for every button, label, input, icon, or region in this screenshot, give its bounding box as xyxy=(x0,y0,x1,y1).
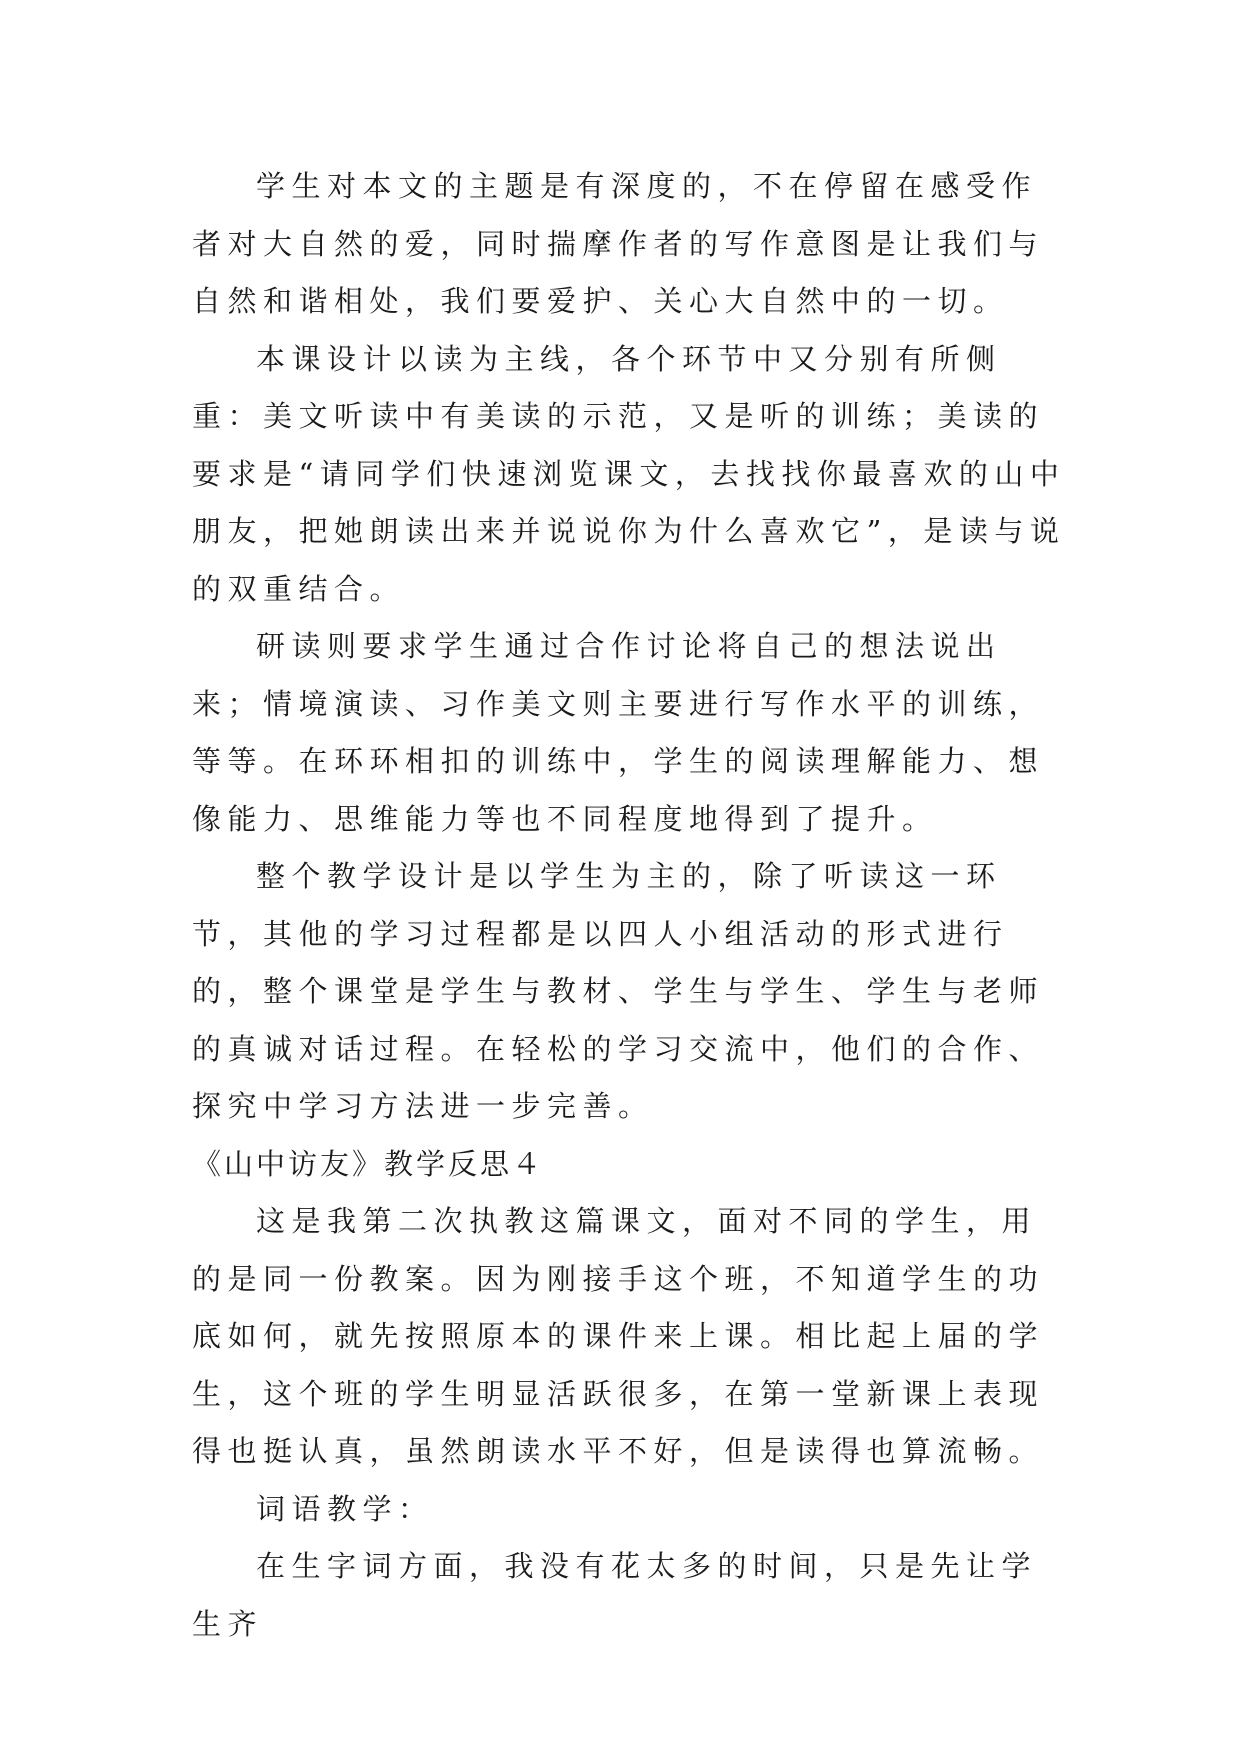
paragraph: 研读则要求学生通过合作讨论将自己的想法说出来；情境演读、习作美文则主要进行写作水平的训练，等等。在环环相扣的训练中，学生的阅读理解能力、想像能力、思维能力等也不同程度地得到了提升。 xyxy=(192,629,1045,836)
paragraph: 学生对本文的主题是有深度的，不在停留在感受作者对大自然的爱，同时揣摩作者的写作意图是让我们与自然和谐相处，我们要爱护、关心大自然中的一切。 xyxy=(192,169,1045,318)
paragraph: 在生字词方面，我没有花太多的时间，只是先让学生齐 xyxy=(192,1549,1038,1641)
document-body xyxy=(192,158,1070,1653)
paragraph: 本课设计以读为主线，各个环节中又分别有所侧重：美文听读中有美读的示范，又是听的训练；美读的要求是“请同学们快速浏览课文，去找找你最喜欢的山中朋友，把她朗读出来并说说你为什么喜欢它”，是读与说的双重结合。 xyxy=(192,341,1066,606)
paragraph: 这是我第二次执教这篇课文，面对不同的学生，用的是同一份教案。因为刚接手这个班，不知道学生的功底如何，就先按照原本的课件来上课。相比起上届的学生，这个班的学生明显活跃很多，在第一堂新课上表现得也挺认真，虽然朗读水平不好，但是读得也算流畅。 xyxy=(192,1204,1045,1468)
section-title: 《山中访友》教学反思４ xyxy=(192,1146,545,1181)
paragraph: 词语教学： xyxy=(256,1491,434,1526)
paragraph: 整个教学设计是以学生为主的，除了听读这一环节，其他的学习过程都是以四人小组活动的形式进行的，整个课堂是学生与教材、学生与学生、学生与老师的真诚对话过程。在轻松的学习交流中，他们的合作、探究中学习方法进一步完善。 xyxy=(192,859,1045,1123)
